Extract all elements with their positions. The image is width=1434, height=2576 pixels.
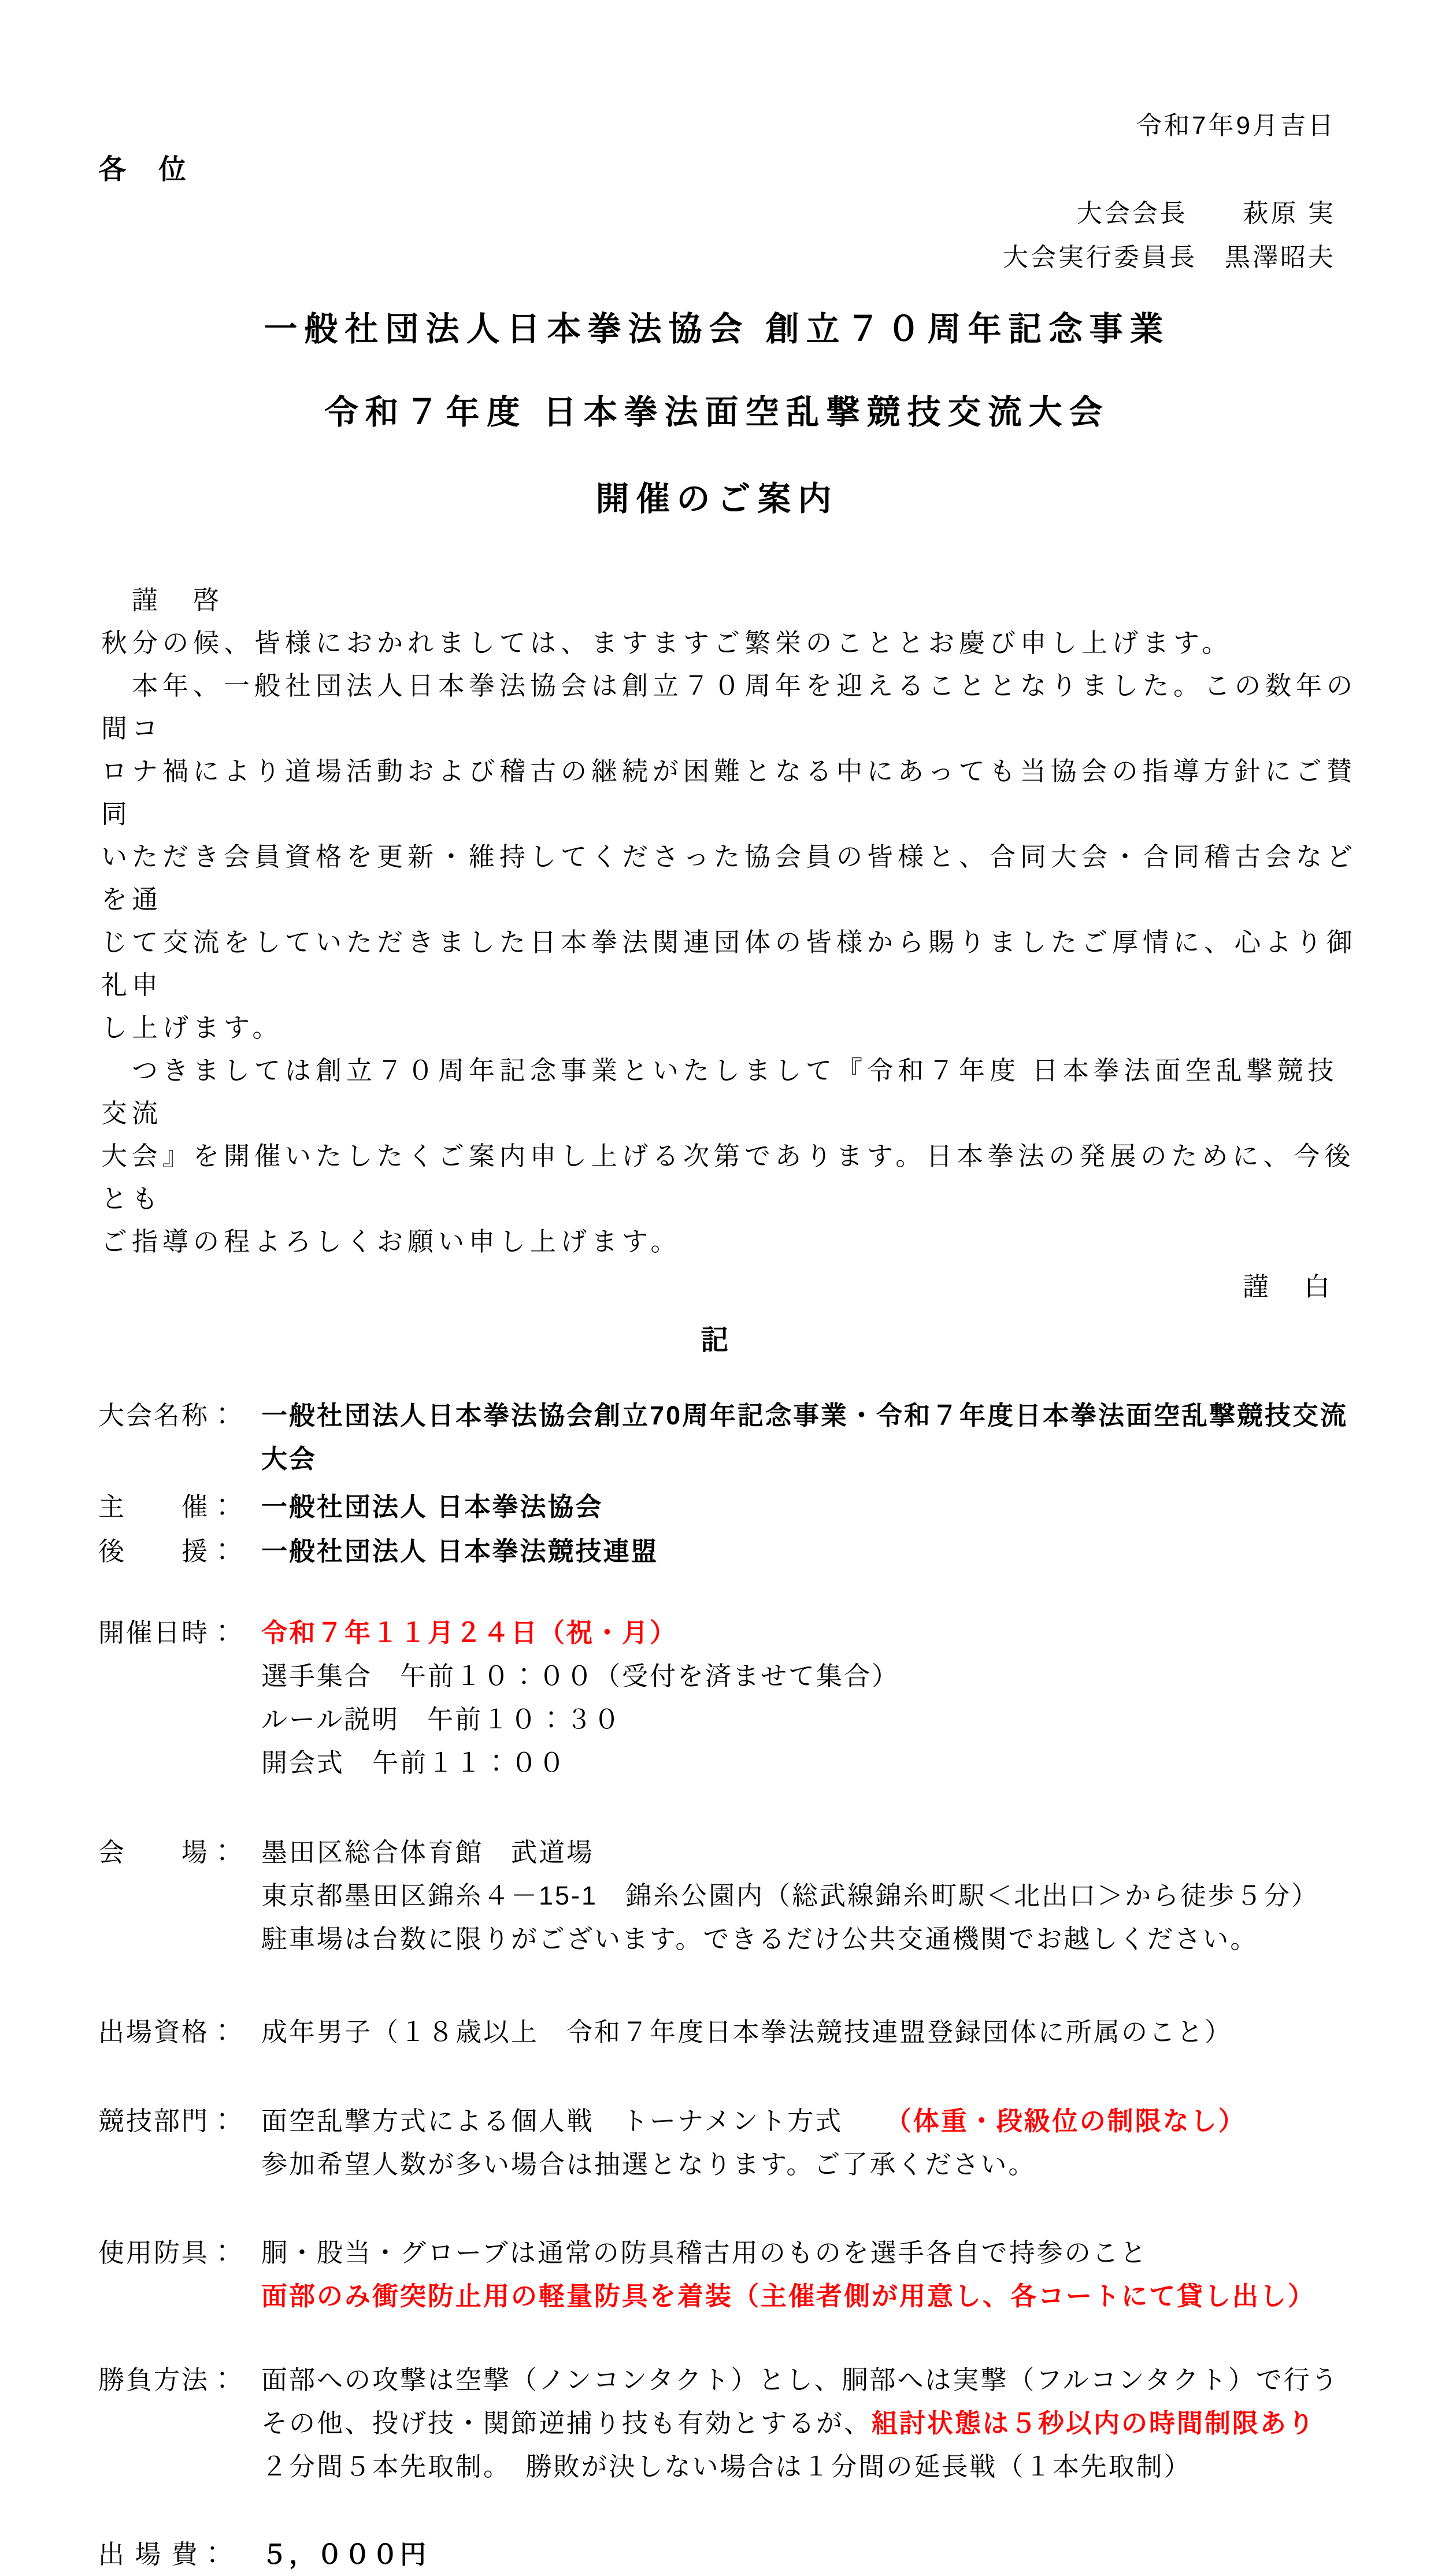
text-segment: ルール説明 午前１０：３０ — [261, 1705, 622, 1734]
detail-item-line — [261, 1831, 1370, 1874]
detail-item-value — [261, 1394, 1370, 1480]
detail-item-line — [261, 1741, 1370, 1784]
detail-item-5 — [98, 1831, 1370, 1961]
text-segment: 開会式 午前１１：００ — [261, 1748, 567, 1777]
detail-item-line — [261, 2445, 1370, 2488]
record-mark: 記 — [701, 1325, 733, 1356]
detail-item-line — [261, 2010, 1370, 2054]
text-segment: 一般社団法人日本拳法協会創立70周年記念事業・令和７年度日本拳法面空乱撃競技交流大会 — [261, 1401, 1348, 1473]
text-segment: 選手集合 午前１０：００（受付を済ませて集合） — [261, 1661, 900, 1691]
detail-item-line — [261, 2143, 1370, 2186]
detail-item-line — [261, 2274, 1370, 2318]
detail-item-label: 開催日時： — [98, 1618, 238, 1647]
detail-item-value — [261, 2358, 1370, 2488]
text-segment: 成年男子（１８歳以上 令和７年度日本拳法競技連盟登録団体に所属のこと） — [261, 2017, 1233, 2047]
greeting-paragraph — [101, 579, 1365, 1263]
detail-item-line — [261, 2231, 1370, 2274]
detail-item-line — [261, 1611, 1370, 1654]
detail-item-line — [261, 1485, 1370, 1528]
greeting-line: 秋分の候、皆様におかれましては、ますますご繁栄のこととお慶び申し上げます。 — [101, 628, 1233, 658]
text-segment: 面空乱撃方式による個人戦 トーナメント方式 — [261, 2106, 899, 2136]
greeting-line: 大会』を開催いたしたくご案内申し上げる次第であります。日本拳法の発展のために、今後とも — [101, 1141, 1355, 1213]
detail-item-line — [261, 2533, 1370, 2576]
detail-item-label: 会 場： — [98, 1838, 238, 1867]
greeting-line: し上げます。 — [101, 1013, 283, 1042]
highlighted-text: 組討状態は５秒以内の時間制限あり — [872, 2408, 1316, 2438]
detail-item-label: 出場資格： — [98, 2017, 238, 2047]
text-segment: 参加希望人数が多い場合は抽選となります。ご了承ください。 — [261, 2150, 1036, 2179]
title-anniversary-project: 一般社団法人日本拳法協会 創立７０周年記念事業 — [264, 310, 1170, 348]
greeting-line: じて交流をしていただきました日本拳法関連団体の皆様から賜りましたご厚情に、心より御礼申 — [101, 927, 1358, 1000]
text-segment: 胴・股当・グローブは通常の防具稽古用のものを選手各自で持参のこと — [261, 2238, 1148, 2267]
addressee: 各 位 — [98, 154, 189, 185]
detail-item-label: 主 催： — [98, 1492, 238, 1521]
text-segment: その他、投げ技・関節逆捕り技も有効とするが、 — [261, 2408, 872, 2438]
detail-item-value — [261, 2533, 1370, 2576]
detail-item-9 — [98, 2358, 1370, 2488]
detail-item-4 — [98, 1611, 1370, 1784]
detail-item-8 — [98, 2231, 1370, 2318]
text-segment: 墨田区総合体育館 武道場 — [261, 1838, 595, 1867]
detail-item-value — [261, 2099, 1370, 2186]
detail-item-value — [261, 1530, 1370, 1573]
greeting-line: 本年、一般社団法人日本拳法協会は創立７０周年を迎えることとなりました。この数年の間コ — [101, 671, 1358, 743]
detail-item-line — [261, 1530, 1370, 1573]
detail-item-label: 大会名称： — [98, 1401, 238, 1430]
highlighted-text: （体重・段級位の制限なし） — [898, 2106, 1246, 2136]
detail-item-line — [261, 1394, 1370, 1480]
greeting-line: つきましては創立７０周年記念事業といたしまして『令和７年度 日本拳法面空乱撃競技交流 — [101, 1056, 1339, 1128]
greeting-opening: 謹 啓 — [101, 585, 224, 615]
text-segment: ５，０００円 — [261, 2540, 428, 2569]
detail-item-label: 勝負方法： — [98, 2365, 238, 2395]
detail-item-value — [261, 1831, 1370, 1961]
detail-item-2 — [98, 1485, 1370, 1528]
detail-item-line — [261, 2358, 1370, 2401]
text-segment: 面部への攻撃は空撃（ノンコンタクト）とし、胴部へは実撃（フルコンタクト）で行う — [261, 2365, 1339, 2395]
detail-item-1 — [98, 1394, 1370, 1480]
detail-item-label: 使用防具： — [98, 2238, 238, 2267]
date-line: 令和7年9月吉日 — [1136, 112, 1336, 140]
detail-item-label: 後 援： — [98, 1536, 238, 1566]
detail-item-line — [261, 1698, 1370, 1741]
signature-president: 大会会長 萩原 実 — [1076, 199, 1336, 228]
text-segment: 一般社団法人 日本拳法協会 — [261, 1492, 603, 1521]
title-invitation: 開催のご案内 — [595, 480, 839, 518]
detail-item-value — [261, 1611, 1370, 1784]
highlighted-text: 令和７年１１月２４日（祝・月） — [261, 1618, 678, 1647]
detail-item-6 — [98, 2010, 1370, 2054]
detail-item-7 — [98, 2099, 1370, 2186]
detail-item-3 — [98, 1530, 1370, 1573]
detail-item-line — [261, 1917, 1370, 1961]
detail-item-line — [261, 2401, 1370, 2445]
text-segment: 東京都墨田区錦糸４－15-1 錦糸公園内（総武線錦糸町駅＜北出口＞から徒歩５分） — [261, 1881, 1320, 1910]
text-segment: 一般社団法人 日本拳法競技連盟 — [261, 1536, 659, 1566]
detail-item-line — [261, 2099, 1370, 2143]
greeting-line: いただき会員資格を更新・維持してくださった協会員の皆様と、合同大会・合同稽古会などを通 — [101, 842, 1358, 914]
signature-committee-chair: 大会実行委員長 黒澤昭夫 — [1003, 243, 1336, 272]
closing-salutation: 謹 白 — [1242, 1272, 1335, 1301]
greeting-line: ロナ禍により道場活動および稽古の継続が困難となる中にあっても当協会の指導方針にご賛同 — [101, 756, 1357, 829]
highlighted-text: 面部のみ衝突防止用の軽量防具を着装（主催者側が用意し、各コートにて貸し出し） — [261, 2281, 1316, 2311]
detail-item-label: 競技部門： — [98, 2106, 238, 2136]
detail-item-value — [261, 2231, 1370, 2318]
text-segment: ２分間５本先取制。 勝敗が決しない場合は１分間の延長戦（１本先取制） — [261, 2452, 1192, 2481]
detail-item-value — [261, 1485, 1370, 1528]
detail-item-10 — [98, 2533, 1370, 2576]
details-list — [98, 1394, 1370, 2576]
greeting-line: ご指導の程よろしくお願い申し上げます。 — [101, 1227, 681, 1256]
detail-item-line — [261, 1654, 1370, 1698]
detail-item-label: 出 場 費： — [98, 2540, 228, 2569]
title-event-name: 令和７年度 日本拳法面空乱撃競技交流大会 — [324, 394, 1110, 431]
document-page — [0, 104, 1434, 2569]
detail-item-value — [261, 2010, 1370, 2054]
detail-item-line — [261, 1874, 1370, 1917]
text-segment: 駐車場は台数に限りがございます。できるだけ公共交通機関でお越しください。 — [261, 1924, 1258, 1954]
